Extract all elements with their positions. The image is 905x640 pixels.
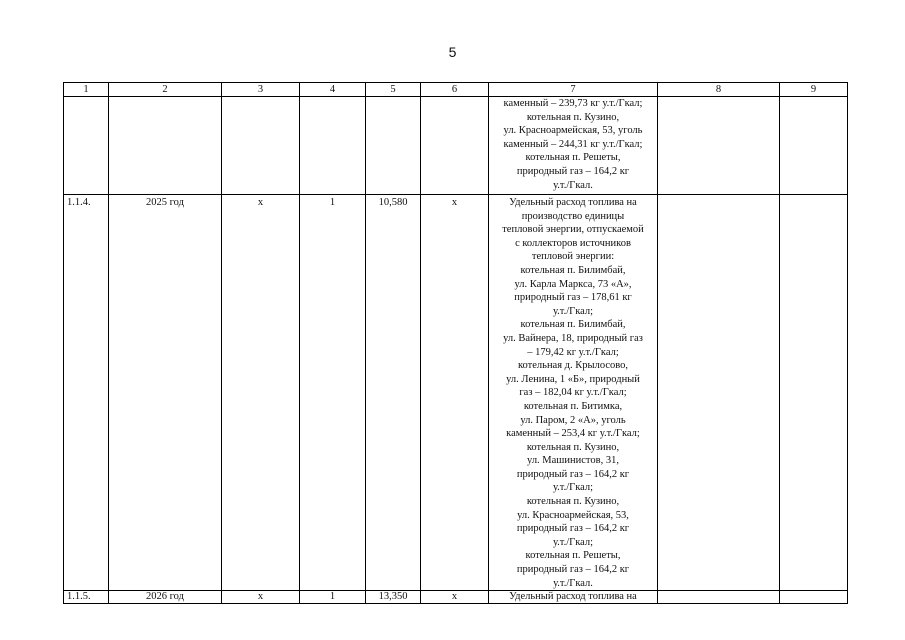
cell-number: 1.1.5. — [64, 591, 109, 604]
cell-year: 2026 год — [109, 591, 222, 604]
description-line: у.т./Гкал. — [553, 179, 593, 191]
description-line: природный газ – 178,61 кг — [514, 292, 632, 304]
cell-col8 — [658, 591, 780, 604]
cell-value — [366, 97, 421, 195]
description-line: котельная п. Билимбай, — [520, 319, 626, 331]
table-row — [64, 591, 848, 604]
description-line: котельная п. Кузино, — [526, 441, 620, 453]
table-row — [64, 195, 848, 591]
description-line: с коллекторов источников — [515, 237, 631, 249]
cell-value: 13,350 — [366, 591, 421, 604]
cell-col9 — [780, 97, 848, 195]
description-line: котельная п. Кузино, — [526, 496, 620, 508]
description-line: природный газ – 164,2 кг — [516, 165, 630, 177]
description-line: у.т./Гкал; — [552, 305, 594, 317]
cell-col4: 1 — [300, 195, 366, 591]
description-line: Удельный расход топлива на — [509, 197, 637, 208]
table-row — [64, 97, 848, 195]
cell-col4: 1 — [300, 591, 366, 604]
description-line: – 179,42 кг у.т./Гкал; — [527, 346, 619, 358]
description-line: ул. Вайнера, 18, природный газ — [503, 332, 643, 344]
cell-year — [109, 97, 222, 195]
header-cell: 4 — [300, 83, 366, 97]
description-line: котельная п. Решеты, — [525, 550, 621, 562]
description-line: котельная д. Крылосово, — [517, 360, 628, 372]
cell-description — [489, 195, 658, 591]
description-line: природный газ – 164,2 кг — [516, 468, 630, 480]
cell-col9 — [780, 591, 848, 604]
description-line: ул. Красноармейская, 53, уголь — [503, 125, 643, 137]
cell-number — [64, 97, 109, 195]
description-line: каменный – 244,31 кг у.т./Гкал; — [503, 138, 643, 150]
cell-col3 — [222, 97, 300, 195]
header-cell: 9 — [780, 83, 848, 97]
header-cell: 2 — [109, 83, 222, 97]
cell-number: 1.1.4. — [64, 195, 109, 591]
cell-year: 2025 год — [109, 195, 222, 591]
cell-col8 — [658, 97, 780, 195]
cell-col3: х — [222, 591, 300, 604]
header-cell: 8 — [658, 83, 780, 97]
description-line: газ – 182,04 кг у.т./Гкал; — [519, 387, 627, 399]
page-number: 5 — [448, 44, 457, 60]
description-line: ул. Красноармейская, 53, — [517, 509, 629, 521]
description-line: у.т./Гкал. — [553, 577, 593, 589]
header-cell: 3 — [222, 83, 300, 97]
cell-value: 10,580 — [366, 195, 421, 591]
header-cell: 1 — [64, 83, 109, 97]
cell-col3: х — [222, 195, 300, 591]
cell-description — [489, 97, 658, 195]
description-line: природный газ – 164,2 кг — [516, 523, 630, 535]
cell-col8 — [658, 195, 780, 591]
cell-col4 — [300, 97, 366, 195]
cell-col9 — [780, 195, 848, 591]
cell-col6: х — [421, 591, 489, 604]
description-line: каменный – 239,73 кг у.т./Гкал; — [503, 98, 643, 109]
description-line: котельная п. Кузино, — [526, 111, 620, 123]
header-row — [64, 83, 848, 97]
description-line: котельная п. Решеты, — [525, 152, 621, 164]
cell-description — [489, 591, 658, 604]
description-line: тепловой энергии, отпускаемой — [502, 224, 644, 236]
data-table — [63, 82, 848, 604]
description-line: ул. Ленина, 1 «Б», природный — [506, 373, 640, 385]
header-cell: 5 — [366, 83, 421, 97]
cell-col6: х — [421, 195, 489, 591]
description-line: природный газ – 164,2 кг — [516, 564, 630, 576]
description-line: Удельный расход топлива на — [509, 591, 637, 603]
cell-col6 — [421, 97, 489, 195]
description-line: у.т./Гкал; — [552, 536, 594, 548]
description-line: ул. Карла Маркса, 73 «А», — [514, 278, 632, 290]
description-line: тепловой энергии: — [531, 251, 615, 263]
description-line: производство единицы — [521, 210, 625, 222]
header-cell: 7 — [489, 83, 658, 97]
description-line: у.т./Гкал; — [552, 482, 594, 494]
description-line: ул. Машинистов, 31, — [527, 455, 619, 467]
header-cell: 6 — [421, 83, 489, 97]
description-line: каменный – 253,4 кг у.т./Гкал; — [506, 428, 640, 440]
description-line: котельная п. Битимка, — [523, 400, 623, 412]
description-line: ул. Паром, 2 «А», уголь — [520, 414, 626, 426]
description-line: котельная п. Билимбай, — [520, 264, 626, 276]
